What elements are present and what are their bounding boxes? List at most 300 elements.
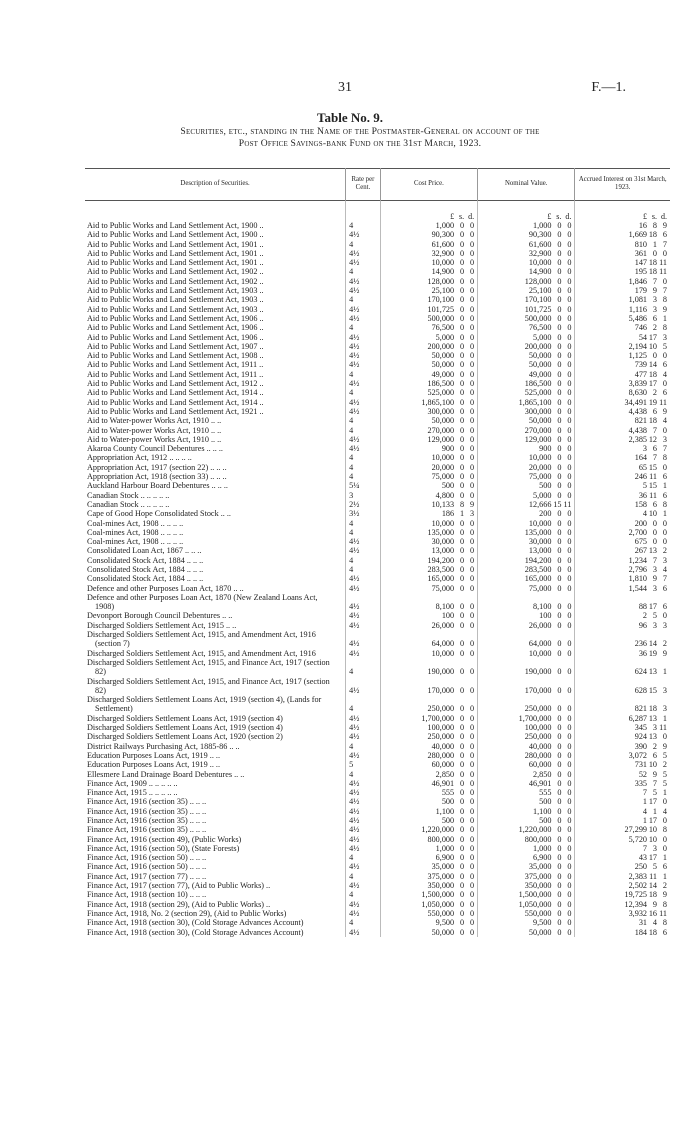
table-row <box>85 528 670 537</box>
row-cost: 35,000 0 0 <box>380 862 477 871</box>
row-rate: 4½ <box>346 621 381 630</box>
table-row <box>85 797 670 806</box>
units-nominal: £ s. d. <box>478 201 575 222</box>
row-cost: 1,500,000 0 0 <box>380 890 477 899</box>
row-cost: 9,500 0 0 <box>380 918 477 927</box>
row-rate: 4 <box>346 267 381 276</box>
row-description: Discharged Soldiers Settlement Act, 1915 .. .. <box>87 620 237 630</box>
row-rate: 4½ <box>346 797 381 806</box>
row-interest: 5,720 10 0 <box>575 835 670 844</box>
row-nominal: 500 0 0 <box>478 816 575 825</box>
row-interest: 335 7 5 <box>575 779 670 788</box>
row-interest: 8,630 2 6 <box>575 388 670 397</box>
row-rate: 4½ <box>346 862 381 871</box>
row-cost: 50,000 0 0 <box>380 416 477 425</box>
row-nominal: 50,000 0 0 <box>478 360 575 369</box>
row-description: Ellesmere Land Drainage Board Debentures .. .. <box>87 769 245 779</box>
table-row <box>85 909 670 918</box>
row-cost: 2,850 0 0 <box>380 770 477 779</box>
row-description: Devonport Borough Council Debentures .. .. <box>87 611 233 621</box>
row-nominal: 525,000 0 0 <box>478 388 575 397</box>
table-row <box>85 816 670 825</box>
row-cost: 101,725 0 0 <box>380 305 477 314</box>
table-row <box>85 760 670 769</box>
row-rate: 4½ <box>346 593 381 612</box>
table-row <box>85 407 670 416</box>
row-cost: 64,000 0 0 <box>380 630 477 649</box>
row-cost: 200,000 0 0 <box>380 342 477 351</box>
row-interest: 1,234 7 3 <box>575 556 670 565</box>
row-interest: 184 18 6 <box>575 928 670 937</box>
row-cost: 1,050,000 0 0 <box>380 900 477 909</box>
row-cost: 10,000 0 0 <box>380 453 477 462</box>
row-cost: 49,000 0 0 <box>380 370 477 379</box>
table-row <box>85 928 670 937</box>
row-nominal: 6,900 0 0 <box>478 853 575 862</box>
table-row <box>85 723 670 732</box>
row-rate: 4½ <box>346 407 381 416</box>
row-nominal: 75,000 0 0 <box>478 584 575 593</box>
row-interest: 624 13 1 <box>575 658 670 677</box>
table-row <box>85 286 670 295</box>
row-cost: 60,000 0 0 <box>380 760 477 769</box>
row-interest: 65 15 0 <box>575 463 670 472</box>
table-row <box>85 732 670 741</box>
row-nominal: 194,200 0 0 <box>478 556 575 565</box>
row-cost: 50,000 0 0 <box>380 351 477 360</box>
col-header-rate: Rate per Cent. <box>346 168 381 201</box>
row-rate: 4½ <box>346 844 381 853</box>
table-row <box>85 453 670 462</box>
row-cost: 500 0 0 <box>380 816 477 825</box>
row-rate: 4 <box>346 918 381 927</box>
row-nominal: 1,000 0 0 <box>478 844 575 853</box>
row-cost: 10,000 0 0 <box>380 649 477 658</box>
row-rate: 4½ <box>346 537 381 546</box>
row-interest: 2,383 11 1 <box>575 872 670 881</box>
row-cost: 500 0 0 <box>380 481 477 490</box>
col-header-nominal: Nominal Value. <box>478 168 575 201</box>
table-row <box>85 853 670 862</box>
row-cost: 1,865,100 0 0 <box>380 398 477 407</box>
table-row <box>85 463 670 472</box>
row-rate: 4½ <box>346 584 381 593</box>
table-row <box>85 881 670 890</box>
row-rate: 4½ <box>346 732 381 741</box>
row-interest: 1,081 3 8 <box>575 295 670 304</box>
row-description: Discharged Soldiers Settlement Act, 1915, and Finance Act, 1917 (section 82) <box>87 657 330 677</box>
row-rate: 4 <box>346 323 381 332</box>
row-rate: 4½ <box>346 360 381 369</box>
row-rate: 4 <box>346 872 381 881</box>
row-rate: 4 <box>346 463 381 472</box>
row-cost: 270,000 0 0 <box>380 426 477 435</box>
row-nominal: 250,000 0 0 <box>478 732 575 741</box>
table-row <box>85 835 670 844</box>
row-cost: 30,000 0 0 <box>380 537 477 546</box>
row-description: Defence and other Purposes Loan Act, 1870 (New Zealand Loans Act, 1908) <box>87 592 318 612</box>
row-interest: 6,287 13 1 <box>575 714 670 723</box>
row-nominal: 135,000 0 0 <box>478 528 575 537</box>
row-interest: 34,491 19 11 <box>575 398 670 407</box>
row-description: Appropriation Act, 1917 (section 22) .. .. .. <box>87 462 227 472</box>
row-description: Aid to Public Works and Land Settlement Act, 1906 .. <box>87 313 264 323</box>
row-rate: 4 <box>346 770 381 779</box>
row-description: Aid to Public Works and Land Settlement Act, 1908 .. <box>87 351 264 361</box>
table-row <box>85 360 670 369</box>
row-rate: 4½ <box>346 649 381 658</box>
row-description: Aid to Public Works and Land Settlement Act, 1900 .. <box>87 221 264 230</box>
row-rate: 4½ <box>346 314 381 323</box>
row-nominal: 270,000 0 0 <box>478 426 575 435</box>
row-rate: 4 <box>346 528 381 537</box>
row-cost: 170,100 0 0 <box>380 295 477 304</box>
table-row <box>85 546 670 555</box>
row-nominal: 64,000 0 0 <box>478 630 575 649</box>
row-description: Finance Act, 1917 (section 77), (Aid to Public Works) .. <box>87 881 271 891</box>
row-cost: 129,000 0 0 <box>380 435 477 444</box>
row-description: Finance Act, 1916 (section 50), (State Forests) <box>87 843 240 853</box>
table-row <box>85 305 670 314</box>
securities-table <box>85 168 670 937</box>
table-row <box>85 295 670 304</box>
row-cost: 500,000 0 0 <box>380 314 477 323</box>
row-nominal: 500 0 0 <box>478 797 575 806</box>
row-interest: 739 14 6 <box>575 360 670 369</box>
row-description: Finance Act, 1916 (section 35) .. .. .. <box>87 797 207 807</box>
row-rate: 4½ <box>346 881 381 890</box>
row-nominal: 30,000 0 0 <box>478 537 575 546</box>
row-rate: 3 <box>346 491 381 500</box>
table-row <box>85 779 670 788</box>
row-rate: 4½ <box>346 249 381 258</box>
row-nominal: 50,000 0 0 <box>478 351 575 360</box>
row-rate: 3½ <box>346 509 381 518</box>
row-nominal: 40,000 0 0 <box>478 742 575 751</box>
table-row <box>85 416 670 425</box>
row-nominal: 1,050,000 0 0 <box>478 900 575 909</box>
table-row <box>85 333 670 342</box>
row-description: Consolidated Stock Act, 1884 .. .. .. <box>87 555 204 565</box>
row-nominal: 35,000 0 0 <box>478 862 575 871</box>
table-row <box>85 379 670 388</box>
row-rate: 4½ <box>346 900 381 909</box>
row-cost: 50,000 0 0 <box>380 360 477 369</box>
row-rate: 4½ <box>346 788 381 797</box>
row-nominal: 1,220,000 0 0 <box>478 825 575 834</box>
row-description: Coal-mines Act, 1908 .. .. .. .. <box>87 527 184 537</box>
row-rate: 4 <box>346 416 381 425</box>
row-interest: 345 3 11 <box>575 723 670 732</box>
row-rate: 4 <box>346 695 381 714</box>
row-cost: 10,000 0 0 <box>380 258 477 267</box>
row-description: Appropriation Act, 1918 (section 33) .. .. .. <box>87 472 227 482</box>
row-description: Aid to Water-power Works Act, 1910 .. .. <box>87 425 222 435</box>
row-rate: 4½ <box>346 909 381 918</box>
row-cost: 13,000 0 0 <box>380 546 477 555</box>
row-rate: 4½ <box>346 816 381 825</box>
row-rate: 4 <box>346 240 381 249</box>
row-description: Akaroa County Council Debentures .. .. .. <box>87 444 223 454</box>
row-nominal: 500 0 0 <box>478 481 575 490</box>
row-cost: 550,000 0 0 <box>380 909 477 918</box>
row-cost: 525,000 0 0 <box>380 388 477 397</box>
row-cost: 1,000 0 0 <box>380 221 477 230</box>
row-cost: 375,000 0 0 <box>380 872 477 881</box>
row-cost: 76,500 0 0 <box>380 323 477 332</box>
row-nominal: 10,000 0 0 <box>478 258 575 267</box>
row-description: Finance Act, 1918 (section 30), (Cold Storage Advances Account) <box>87 918 304 928</box>
row-interest: 1 17 0 <box>575 797 670 806</box>
row-nominal: 375,000 0 0 <box>478 872 575 881</box>
row-interest: 1,810 9 7 <box>575 574 670 583</box>
row-description: Finance Act, 1916 (section 35) .. .. .. <box>87 806 207 816</box>
row-rate: 4½ <box>346 677 381 696</box>
row-nominal: 100 0 0 <box>478 611 575 620</box>
row-rate: 4½ <box>346 751 381 760</box>
table-row <box>85 611 670 620</box>
units-row <box>85 201 670 222</box>
col-header-description: Description of Securities. <box>180 180 250 187</box>
table-row <box>85 556 670 565</box>
row-interest: 236 14 2 <box>575 630 670 649</box>
page-number: 31 <box>338 80 352 95</box>
row-cost: 1,100 0 0 <box>380 807 477 816</box>
row-rate: 4 <box>346 658 381 677</box>
row-interest: 675 0 0 <box>575 537 670 546</box>
row-interest: 7 3 0 <box>575 844 670 853</box>
row-nominal: 200,000 0 0 <box>478 342 575 351</box>
row-interest: 4,438 6 9 <box>575 407 670 416</box>
table-row <box>85 491 670 500</box>
row-cost: 186,500 0 0 <box>380 379 477 388</box>
row-description: Aid to Public Works and Land Settlement Act, 1901 .. <box>87 248 264 258</box>
row-interest: 361 0 0 <box>575 249 670 258</box>
row-interest: 821 18 3 <box>575 695 670 714</box>
row-rate: 4½ <box>346 333 381 342</box>
row-interest: 16 8 9 <box>575 221 670 230</box>
row-interest: 43 17 1 <box>575 853 670 862</box>
table-row <box>85 351 670 360</box>
row-nominal: 8,100 0 0 <box>478 593 575 612</box>
row-interest: 96 3 3 <box>575 621 670 630</box>
table-row <box>85 770 670 779</box>
row-nominal: 10,000 0 0 <box>478 649 575 658</box>
table-row <box>85 230 670 239</box>
row-cost: 283,500 0 0 <box>380 565 477 574</box>
row-interest: 2 5 0 <box>575 611 670 620</box>
row-nominal: 280,000 0 0 <box>478 751 575 760</box>
row-description: Finance Act, 1918 (section 29), (Aid to Public Works) .. <box>87 899 271 909</box>
table-row <box>85 630 670 649</box>
row-nominal: 170,000 0 0 <box>478 677 575 696</box>
row-rate: 4 <box>346 426 381 435</box>
row-description: Canadian Stock .. .. .. .. .. <box>87 490 170 500</box>
table-row <box>85 574 670 583</box>
row-description: Consolidated Stock Act, 1884 .. .. .. <box>87 564 204 574</box>
row-description: Consolidated Loan Act, 1867 .. .. .. <box>87 546 202 556</box>
row-interest: 36 11 6 <box>575 491 670 500</box>
row-interest: 390 2 9 <box>575 742 670 751</box>
row-nominal: 101,725 0 0 <box>478 305 575 314</box>
row-description: Aid to Public Works and Land Settlement Act, 1914 .. <box>87 388 264 398</box>
col-header-cost: Cost Price. <box>380 168 477 201</box>
table-row <box>85 435 670 444</box>
row-description: Education Purposes Loans Act, 1919 .. .. <box>87 750 221 760</box>
row-description: Aid to Public Works and Land Settlement Act, 1911 .. <box>87 360 264 370</box>
row-description: Aid to Water-power Works Act, 1910 .. .. <box>87 434 222 444</box>
row-interest: 54 17 3 <box>575 333 670 342</box>
row-rate: 4 <box>346 890 381 899</box>
row-rate: 4½ <box>346 398 381 407</box>
row-description: Aid to Public Works and Land Settlement Act, 1912 .. <box>87 379 264 389</box>
row-description: Aid to Public Works and Land Settlement Act, 1906 .. <box>87 332 264 342</box>
row-interest: 164 7 8 <box>575 453 670 462</box>
row-nominal: 550,000 0 0 <box>478 909 575 918</box>
row-nominal: 350,000 0 0 <box>478 881 575 890</box>
row-cost: 555 0 0 <box>380 788 477 797</box>
row-nominal: 50,000 0 0 <box>478 416 575 425</box>
table-row <box>85 593 670 612</box>
row-nominal: 60,000 0 0 <box>478 760 575 769</box>
row-description: Aid to Public Works and Land Settlement Act, 1921 .. <box>87 406 264 416</box>
row-cost: 300,000 0 0 <box>380 407 477 416</box>
row-description: Finance Act, 1915 .. .. .. .. .. <box>87 788 178 798</box>
row-nominal: 26,000 0 0 <box>478 621 575 630</box>
row-cost: 1,220,000 0 0 <box>380 825 477 834</box>
row-rate: 5¼ <box>346 481 381 490</box>
table-row <box>85 342 670 351</box>
row-cost: 165,000 0 0 <box>380 574 477 583</box>
row-rate: 4½ <box>346 611 381 620</box>
row-interest: 3,072 6 5 <box>575 751 670 760</box>
row-description: Aid to Public Works and Land Settlement Act, 1902 .. <box>87 267 264 277</box>
row-nominal: 186,500 0 0 <box>478 379 575 388</box>
row-rate: 4½ <box>346 277 381 286</box>
row-nominal: 14,900 0 0 <box>478 267 575 276</box>
table-subtitle <box>80 126 640 150</box>
row-description: Aid to Public Works and Land Settlement Act, 1902 .. <box>87 276 264 286</box>
row-cost: 6,900 0 0 <box>380 853 477 862</box>
row-cost: 1,700,000 0 0 <box>380 714 477 723</box>
row-nominal: 2,850 0 0 <box>478 770 575 779</box>
row-description: Aid to Public Works and Land Settlement Act, 1907 .. <box>87 341 264 351</box>
row-description: Aid to Public Works and Land Settlement Act, 1900 .. <box>87 230 264 240</box>
row-nominal: 9,500 0 0 <box>478 918 575 927</box>
row-rate: 4 <box>346 556 381 565</box>
row-rate: 4 <box>346 472 381 481</box>
table-row <box>85 918 670 927</box>
row-rate: 4½ <box>346 630 381 649</box>
row-cost: 20,000 0 0 <box>380 463 477 472</box>
row-interest: 1,846 7 0 <box>575 277 670 286</box>
row-cost: 186 1 3 <box>380 509 477 518</box>
row-nominal: 1,100 0 0 <box>478 807 575 816</box>
row-nominal: 13,000 0 0 <box>478 546 575 555</box>
row-interest: 147 18 11 <box>575 258 670 267</box>
table-row <box>85 509 670 518</box>
row-nominal: 75,000 0 0 <box>478 472 575 481</box>
row-cost: 50,000 0 0 <box>380 928 477 937</box>
document-reference: F.—1. <box>591 80 626 95</box>
row-cost: 250,000 0 0 <box>380 695 477 714</box>
row-cost: 800,000 0 0 <box>380 835 477 844</box>
row-description: District Railways Purchasing Act, 1885-86 .. .. <box>87 741 240 751</box>
row-cost: 46,901 0 0 <box>380 779 477 788</box>
row-rate: 4½ <box>346 342 381 351</box>
row-interest: 2,700 0 0 <box>575 528 670 537</box>
table-row <box>85 221 670 230</box>
row-description: Defence and other Purposes Loan Act, 1870 .. .. <box>87 583 244 593</box>
row-cost: 14,900 0 0 <box>380 267 477 276</box>
row-description: Education Purposes Loans Act, 1919 .. .. <box>87 760 221 770</box>
row-nominal: 1,865,100 0 0 <box>478 398 575 407</box>
table-row <box>85 872 670 881</box>
row-description: Finance Act, 1916 (section 49), (Public Works) <box>87 834 242 844</box>
row-cost: 4,800 0 0 <box>380 491 477 500</box>
table-row <box>85 714 670 723</box>
row-interest: 1,544 3 6 <box>575 584 670 593</box>
row-nominal: 800,000 0 0 <box>478 835 575 844</box>
row-interest: 158 6 8 <box>575 500 670 509</box>
row-nominal: 128,000 0 0 <box>478 277 575 286</box>
row-rate: 4½ <box>346 546 381 555</box>
row-interest: 5,486 6 1 <box>575 314 670 323</box>
row-rate: 4½ <box>346 779 381 788</box>
row-nominal: 200 0 0 <box>478 509 575 518</box>
row-rate: 4½ <box>346 714 381 723</box>
row-interest: 5 15 1 <box>575 481 670 490</box>
row-nominal: 12,666 15 11 <box>478 500 575 509</box>
row-interest: 27,299 10 8 <box>575 825 670 834</box>
row-description: Finance Act, 1916 (section 35) .. .. .. <box>87 816 207 825</box>
row-description: Aid to Public Works and Land Settlement Act, 1911 .. <box>87 369 264 379</box>
row-interest: 821 18 4 <box>575 416 670 425</box>
row-description: Aid to Public Works and Land Settlement Act, 1901 .. <box>87 239 264 249</box>
row-cost: 500 0 0 <box>380 797 477 806</box>
row-interest: 88 17 6 <box>575 593 670 612</box>
table-row <box>85 370 670 379</box>
row-cost: 170,000 0 0 <box>380 677 477 696</box>
row-nominal: 5,000 0 0 <box>478 333 575 342</box>
row-interest: 246 11 6 <box>575 472 670 481</box>
table-title: Table No. 9. <box>317 110 383 125</box>
row-cost: 135,000 0 0 <box>380 528 477 537</box>
row-nominal: 190,000 0 0 <box>478 658 575 677</box>
row-cost: 8,100 0 0 <box>380 593 477 612</box>
row-interest: 1,116 3 9 <box>575 305 670 314</box>
row-cost: 194,200 0 0 <box>380 556 477 565</box>
row-nominal: 90,300 0 0 <box>478 230 575 239</box>
row-nominal: 61,600 0 0 <box>478 240 575 249</box>
subtitle-line-2: Post Office Savings-bank Fund on the 31st March, 1923. <box>238 138 482 149</box>
row-interest: 1 17 0 <box>575 816 670 825</box>
row-cost: 1,000 0 0 <box>380 844 477 853</box>
row-rate: 4 <box>346 565 381 574</box>
row-nominal: 32,900 0 0 <box>478 249 575 258</box>
row-cost: 75,000 0 0 <box>380 472 477 481</box>
header-row <box>85 168 670 201</box>
row-interest: 3 6 7 <box>575 444 670 453</box>
row-nominal: 10,000 0 0 <box>478 519 575 528</box>
row-cost: 350,000 0 0 <box>380 881 477 890</box>
row-nominal: 250,000 0 0 <box>478 695 575 714</box>
row-cost: 190,000 0 0 <box>380 658 477 677</box>
table-row <box>85 426 670 435</box>
row-rate: 4½ <box>346 928 381 937</box>
row-rate: 4 <box>346 295 381 304</box>
row-rate: 4½ <box>346 351 381 360</box>
